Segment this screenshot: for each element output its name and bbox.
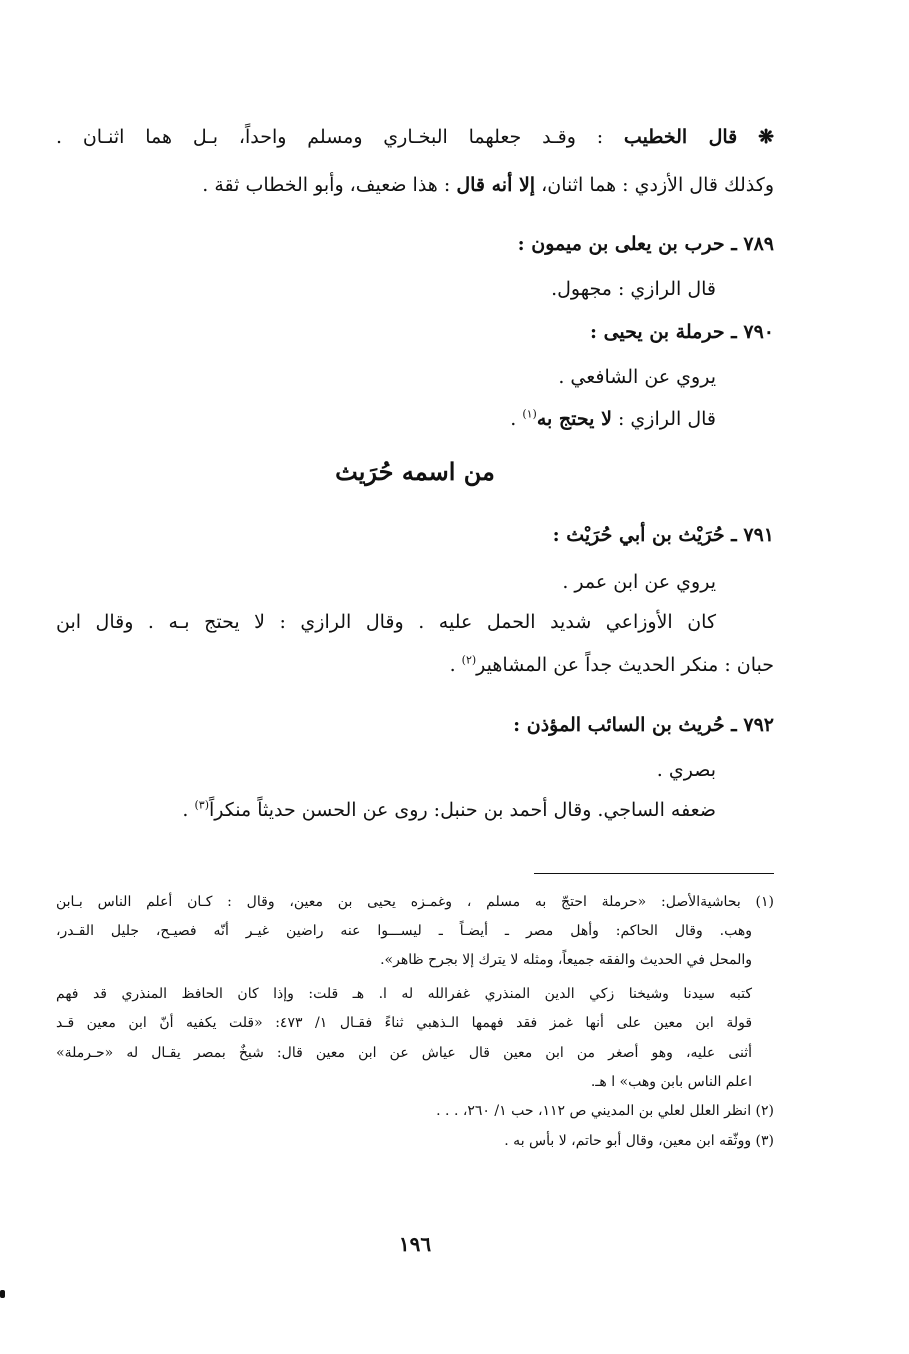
entry-791-line-3 [56,650,774,680]
body-text: حبان : منكر الحديث جداً عن المشاهير [476,654,774,676]
body-text: : هذا ضعيف، وأبو الخطاب ثقة . [202,174,451,196]
footnote-1-line-4: كتبه سيدنا وشيخنا زكي الدين المنذري غفرالله له ا. هـ قلت: وإذا كان الحافظ المنذري قد فهم [56,986,752,1002]
footnote-3: (٣) ووثّقه ابن معين، وقال أبو حاتم، لا بأس به . [504,1133,774,1149]
entry-792-line-2 [56,795,716,825]
footnote-1-line-3: والمحل في الحديث والفقه جميعاً، ومثله لا يترك إلا بجرح ظاهر». [380,952,752,968]
body-text: قال الرازي : [611,408,716,430]
body-line-2 [56,170,774,200]
entry-791-line-1: يروي عن ابن عمر . [562,571,716,593]
footnote-1-line-1: (١) بحاشيةالأصل: «حرملة احتجّ به مسلم ، وغمـزه يحيى بن معين، وقال : كـان أعلم الناس بـابن [56,894,774,910]
entry-789-line: قال الرازي : مجهول. [551,278,716,300]
entry-791-heading: ٧٩١ ـ حُرَيْث بن أبي حُرَيْث : [552,524,774,546]
author-name: قال الخطيب [623,126,738,148]
entry-789-heading: ٧٨٩ ـ حرب بن يعلى بن ميمون : [517,233,774,255]
entry-792-line-1: بصري . [656,759,716,781]
footnote-1-line-5: قولة ابن معين على أنها غمز فقد فهمها الـذهبي ثناءً فقـال ١/ ٤٧٣: «قلت يكفيه أنّ ابن معين قـد [56,1015,753,1031]
scan-mark [0,1290,5,1298]
page-number: ١٩٦ [398,1232,432,1256]
footnote-1-line-7: اعلم الناس بابن وهب» ا هـ. [590,1074,752,1090]
star-bullet: ❋ [758,126,774,148]
entry-791-line-2: كان الأوزاعي شديد الحمل عليه . وقال الرازي : لا يحتج بـه . وقال ابن [56,611,716,633]
body-text: . [510,408,523,430]
section-title: من اسمه حُرَيث [335,457,495,486]
entry-790-line-2 [56,404,716,434]
footnote-2: (٢) انظر العلل لعلي بن المديني ص ١١٢، حب ١/ ٢٦٠، . . . [436,1103,774,1119]
entry-792-heading: ٧٩٢ ـ حُريث بن السائب المؤذن : [513,714,774,736]
body-text: وكذلك قال الأزدي : هما اثنان، [535,174,774,196]
footnote-ref-2: (٢) [461,653,477,667]
entry-790-line-1: يروي عن الشافعي . [558,366,716,388]
book-page [56,112,774,1312]
body-text: : وقـد جعلهما البخـاري ومسلم واحداً، بـل هما اثنـان . [56,126,604,148]
body-text-bold: لا يحتج به [536,408,612,430]
footnote-divider [534,873,774,874]
body-line-1 [56,122,774,152]
body-text: . [449,654,462,676]
footnote-1-line-6: أثنى عليه، وهو أصغر من ابن معين قال عياش عن ابن معين قال: شيخٌ بمصر يقـال له «حـرملة» [56,1045,752,1061]
entry-790-heading: ٧٩٠ ـ حرملة بن يحيى : [589,321,774,343]
body-text: . [182,799,195,821]
body-text-bold: إلا أنه قال [456,174,536,196]
footnote-ref-1: (١) [522,407,537,421]
footnote-ref-3: (٣) [194,798,210,812]
body-text: ضعفه الساجي. وقال أحمد بن حنبل: روى عن الحسن حديثاً منكراً [209,799,716,821]
footnote-1-line-2: وهب. وقال الحاكم: وأهل مصر ـ أيضـاً ـ ليســـوا عنه راضين غيـر أنّه فصيـح، جليل القـدر، [56,923,752,939]
